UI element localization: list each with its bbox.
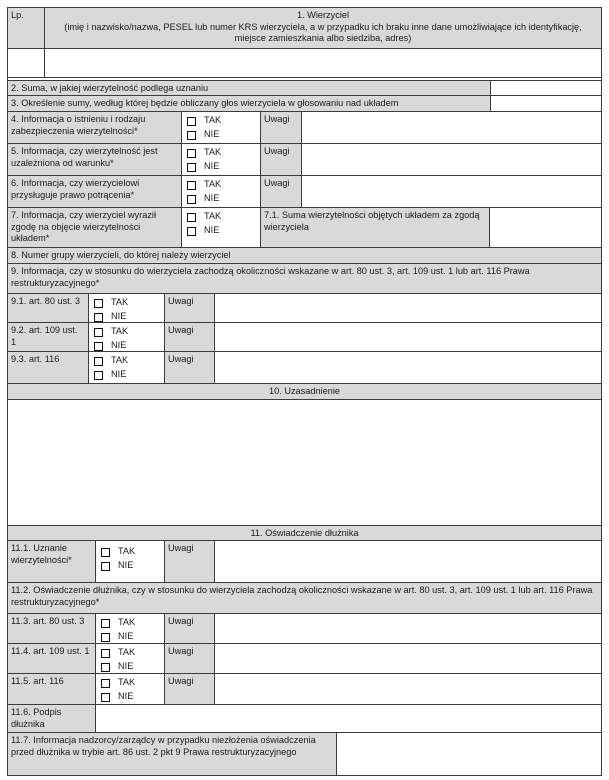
section-11-5-label: 11.5. art. 116 [11, 676, 64, 686]
checkbox-icon[interactable] [187, 181, 196, 190]
section-11-5-yes-option[interactable] [99, 676, 161, 690]
section-11-3-yes-option[interactable] [99, 616, 161, 630]
section-11-1-remarks-label-cell [164, 540, 215, 583]
section-11-4-options [95, 643, 165, 674]
checkbox-icon[interactable] [101, 663, 110, 672]
section-11-3-remarks-label-cell [164, 613, 215, 644]
checkbox-icon[interactable] [94, 342, 103, 351]
section-11-2-label: 11.2. Oświadczenie dłużnika, czy w stosunku do wierzyciela zachodzą okoliczności wskazane w art. 80 ust. 3, art. 109 ust. 1 lub art. 116 Prawa restrukturyzacyjnego* [11, 585, 593, 607]
section-11-4-yes-option[interactable] [99, 646, 161, 660]
checkbox-icon[interactable] [101, 619, 110, 628]
section-9-3-options [88, 351, 165, 384]
section-6-options [181, 175, 261, 208]
remarks-label: Uwagi [168, 646, 194, 656]
remarks-label: Uwagi [264, 178, 290, 188]
section-9-3-remarks-label-cell [164, 351, 215, 384]
section-6-label: 6. Informacja, czy wierzycielowi przysługuje prawo potrącenia* [11, 178, 140, 200]
section-11-4-no-option[interactable] [99, 660, 161, 674]
section-9-3-no-option[interactable] [92, 368, 161, 382]
section-9-3-label: 9.3. art. 116 [11, 354, 60, 364]
checkbox-icon[interactable] [101, 679, 110, 688]
section-11-7-label: 11.7. Informacja nadzorcy/zarządcy w przypadku niezłożenia oświadczenia przed dłużnika w trybie art. 86 ust. 2 pkt 9 Prawa restrukturyzacyjnego [11, 735, 316, 757]
section-11-2-row [7, 582, 602, 614]
section-9-3-remarks-input[interactable] [214, 351, 602, 384]
section-10-label: 10. Uzasadnienie [269, 386, 340, 396]
checkbox-icon[interactable] [94, 299, 103, 308]
section-11-5-label-cell [7, 673, 96, 705]
section-11-3-label: 11.3. art. 80 ust. 3 [11, 616, 85, 626]
section-4-remarks-input[interactable] [301, 111, 602, 144]
section-11-3-options [95, 613, 165, 644]
remarks-label: Uwagi [168, 296, 194, 306]
checkbox-icon[interactable] [94, 328, 103, 337]
section-11-header [7, 525, 602, 541]
section-9-2-options [88, 322, 165, 352]
section-5-no-option[interactable] [185, 160, 257, 174]
section-11-5-remarks-label-cell [164, 673, 215, 705]
tak-label: TAK [111, 297, 129, 308]
nie-label: NIE [204, 129, 220, 140]
section-9-label: 9. Informacja, czy w stosunku do wierzyciela zachodzą okoliczności wskazane w art. 80 ust. 3, art. 109 ust. 1 lub art. 116 Prawa restrukturyzacyjnego* [11, 266, 530, 288]
remarks-label: Uwagi [168, 325, 194, 335]
remarks-label: Uwagi [264, 146, 290, 156]
checkbox-icon[interactable] [187, 163, 196, 172]
checkbox-icon[interactable] [94, 357, 103, 366]
tak-label: TAK [118, 546, 136, 557]
section-11-1-options [95, 540, 165, 583]
section-9-2-label: 9.2. art. 109 ust. 1 [11, 325, 78, 347]
section-3-label-cell [7, 95, 491, 112]
section-7-yes-option[interactable] [185, 210, 257, 224]
checkbox-icon[interactable] [101, 562, 110, 571]
section-1-description: (imię i nazwisko/nazwa, PESEL lub numer KRS wierzyciela, a w przypadku ich braku inne dane umożliwiające ich identyfikację, miejsce zamieszkania albo siedziba, adres) [64, 21, 582, 43]
section-6-remarks-input[interactable] [301, 175, 602, 208]
section-5-options [181, 143, 261, 176]
lp-input-cell[interactable] [7, 48, 45, 78]
section-2-label: 2. Suma, w jakiej wierzytelność podlega uznaniu [11, 83, 209, 93]
section-11-1-yes-option[interactable] [99, 545, 161, 559]
section-8-label: 8. Numer grupy wierzycieli, do której należy wierzyciel [11, 250, 231, 260]
section-2-label-cell [7, 80, 491, 96]
section-9-3-label-cell [7, 351, 89, 384]
section-7-label: 7. Informacja, czy wierzyciel wyraził zgodę na objęcie wierzytelności układem* [11, 210, 156, 243]
section-11-1-label-cell [7, 540, 96, 583]
nie-label: NIE [204, 225, 220, 236]
section-9-1-remarks-label-cell [164, 293, 215, 323]
section-11-4-label-cell [7, 643, 96, 674]
section-9-header [7, 263, 602, 294]
section-6-yes-option[interactable] [185, 178, 257, 192]
section-11-7-label-cell [7, 732, 337, 776]
section-1-title: 1. Wierzyciel [296, 10, 350, 20]
nie-label: NIE [111, 311, 127, 322]
checkbox-icon[interactable] [94, 371, 103, 380]
section-7-no-option[interactable] [185, 224, 257, 238]
nie-label: NIE [118, 560, 134, 571]
justification-input[interactable] [7, 399, 602, 526]
section-5-remarks-input[interactable] [301, 143, 602, 176]
section-8-row [7, 247, 602, 264]
section-7-1-input[interactable] [489, 207, 602, 248]
section-11-3-label-cell [7, 613, 96, 644]
section-11-3-no-option[interactable] [99, 630, 161, 644]
section-9-2-yes-option[interactable] [92, 325, 161, 339]
remarks-label: Uwagi [168, 616, 194, 626]
section-11-4-remarks-label-cell [164, 643, 215, 674]
remarks-label: Uwagi [168, 676, 194, 686]
checkbox-icon[interactable] [94, 313, 103, 322]
section-9-1-options [88, 293, 165, 323]
section-7-1-label-cell [260, 207, 490, 248]
section-11-1-label: 11.1. Uznanie wierzytelności* [11, 543, 72, 565]
section-11-6-label-cell [7, 704, 96, 733]
checkbox-icon[interactable] [101, 633, 110, 642]
section-6-label-cell [7, 175, 182, 208]
section-11-label: 11. Oświadczenie dłużnika [250, 528, 359, 538]
lp-label: Lp. [11, 10, 24, 20]
tak-label: TAK [204, 147, 222, 158]
section-4-label-cell [7, 111, 182, 144]
checkbox-icon[interactable] [187, 227, 196, 236]
checkbox-icon[interactable] [187, 213, 196, 222]
tak-label: TAK [204, 179, 222, 190]
section-9-1-remarks-input[interactable] [214, 293, 602, 323]
section-4-no-option[interactable] [185, 128, 257, 142]
section-11-5-no-option[interactable] [99, 690, 161, 704]
checkbox-icon[interactable] [187, 195, 196, 204]
section-5-yes-option[interactable] [185, 146, 257, 160]
section-5-remarks-label-cell [260, 143, 302, 176]
checkbox-icon[interactable] [187, 131, 196, 140]
section-6-remarks-label-cell [260, 175, 302, 208]
section-9-1-label: 9.1. art. 80 ust. 3 [11, 296, 80, 306]
section-9-2-remarks-label-cell [164, 322, 215, 352]
tak-label: TAK [204, 115, 222, 126]
section-11-5-remarks-input[interactable] [214, 673, 602, 705]
creditor-input-cell[interactable] [44, 48, 602, 78]
tak-label: TAK [204, 211, 222, 222]
tak-label: TAK [118, 617, 136, 628]
nie-label: NIE [204, 161, 220, 172]
nie-label: NIE [204, 193, 220, 204]
section-9-2-remarks-input[interactable] [214, 322, 602, 352]
section-11-3-remarks-input[interactable] [214, 613, 602, 644]
remarks-label: Uwagi [168, 354, 194, 364]
section-11-4-label: 11.4. art. 109 ust. 1 [11, 646, 90, 656]
checkbox-icon[interactable] [187, 149, 196, 158]
section-11-7-input[interactable] [336, 732, 602, 776]
section-9-1-yes-option[interactable] [92, 296, 161, 310]
checkbox-icon[interactable] [187, 117, 196, 126]
section-10-header [7, 383, 602, 400]
nie-label: NIE [111, 369, 127, 380]
checkbox-icon[interactable] [101, 693, 110, 702]
section-9-2-label-cell [7, 322, 89, 352]
section-4-remarks-label-cell [260, 111, 302, 144]
section-5-label: 5. Informacja, czy wierzytelność jest uzależniona od warunku* [11, 146, 158, 168]
tak-label: TAK [111, 355, 129, 366]
section-2-input[interactable] [490, 80, 602, 96]
tak-label: TAK [118, 647, 136, 658]
section-11-4-remarks-input[interactable] [214, 643, 602, 674]
section-9-1-label-cell [7, 293, 89, 323]
section-3-label: 3. Określenie sumy, według której będzie obliczany głos wierzyciela w głosowaniu nad układem [11, 98, 399, 108]
section-4-options [181, 111, 261, 144]
nie-label: NIE [118, 661, 134, 672]
section-3-input[interactable] [490, 95, 602, 112]
section-7-label-cell [7, 207, 182, 248]
section-5-label-cell [7, 143, 182, 176]
lp-header [7, 7, 45, 49]
section-7-1-label: 7.1. Suma wierzytelności objętych układem za zgodą wierzyciela [264, 210, 480, 232]
section-4-yes-option[interactable] [185, 114, 257, 128]
section-6-no-option[interactable] [185, 192, 257, 206]
section-11-6-label: 11.6. Podpis dłużnika [11, 707, 62, 729]
section-11-1-remarks-input[interactable] [214, 540, 602, 583]
checkbox-icon[interactable] [101, 548, 110, 557]
section-7-options [181, 207, 261, 248]
section-11-5-options [95, 673, 165, 705]
tak-label: TAK [111, 326, 129, 337]
nie-label: NIE [118, 691, 134, 702]
section-11-1-no-option[interactable] [99, 559, 161, 573]
nie-label: NIE [111, 340, 127, 351]
section-1-creditor-header [44, 7, 602, 49]
section-9-3-yes-option[interactable] [92, 354, 161, 368]
section-4-label: 4. Informacja o istnieniu i rodzaju zabezpieczenia wierzytelności* [11, 114, 146, 136]
debtor-signature-field[interactable] [95, 704, 602, 733]
tak-label: TAK [118, 677, 136, 688]
checkbox-icon[interactable] [101, 649, 110, 658]
remarks-label: Uwagi [168, 543, 194, 553]
remarks-label: Uwagi [264, 114, 290, 124]
nie-label: NIE [118, 631, 134, 642]
